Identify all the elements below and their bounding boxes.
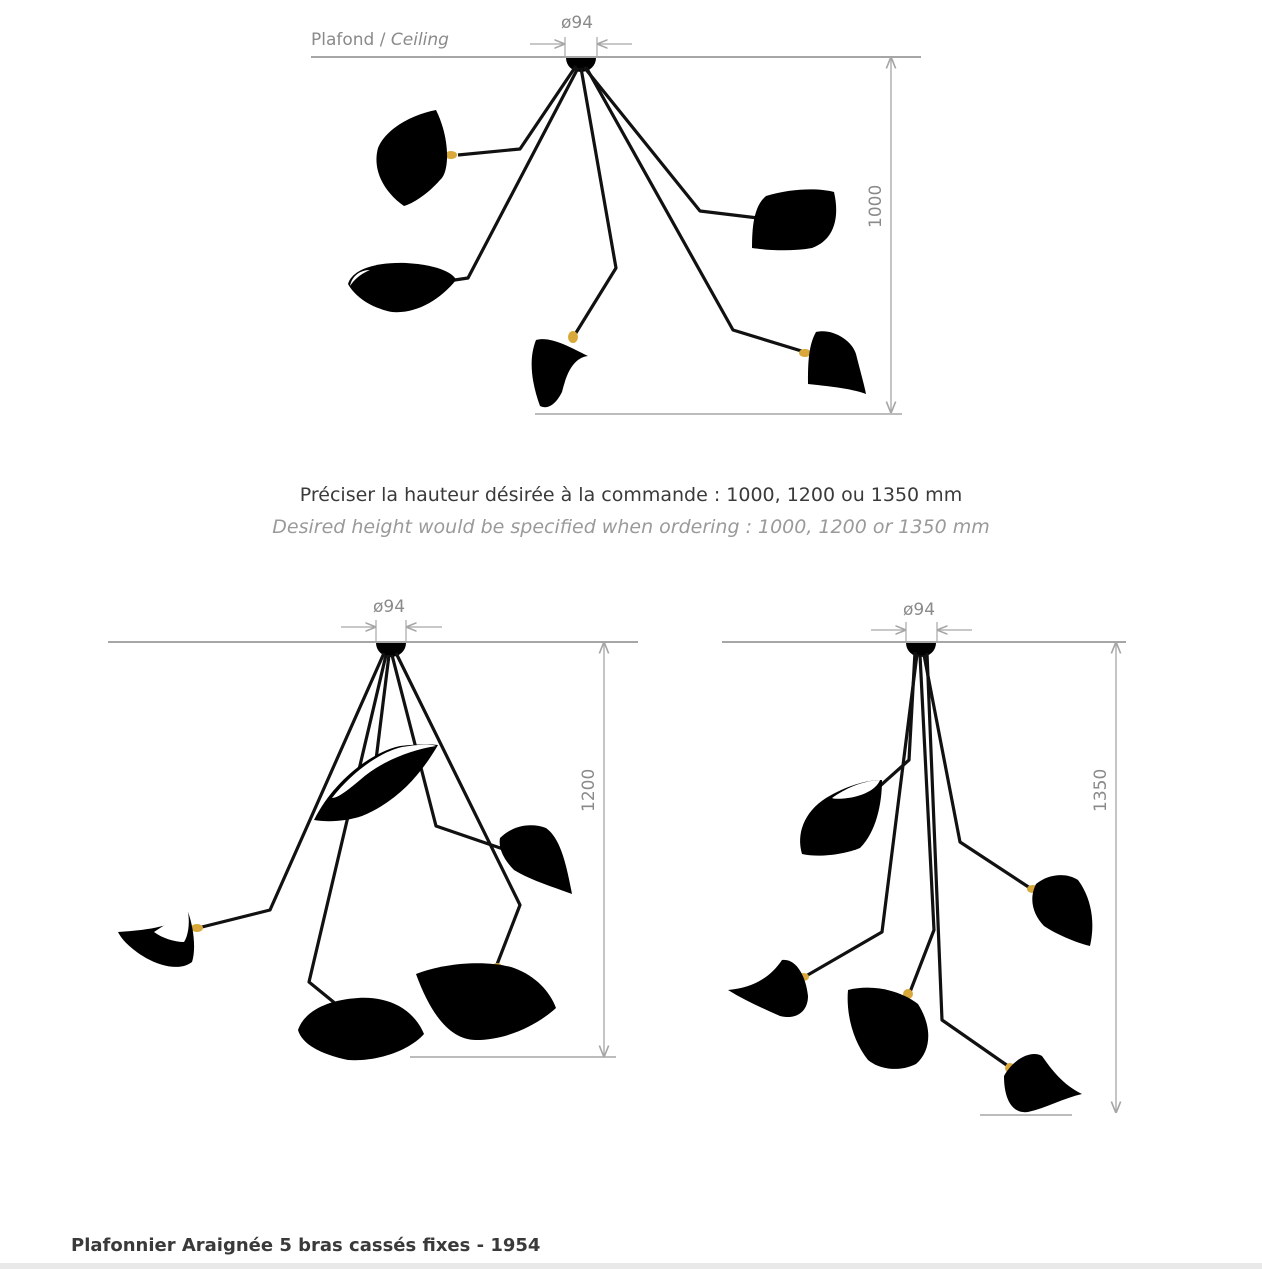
order-note-fr: Préciser la hauteur désirée à la commande : 1000, 1200 ou 1350 mm [299, 484, 963, 506]
diameter-dimension [530, 13, 632, 57]
figure-1000 [311, 13, 921, 414]
diameter-label: ø94 [903, 600, 936, 620]
arms [428, 66, 808, 353]
diameter-dimension [341, 597, 442, 642]
arms [806, 652, 1030, 1066]
product-caption: Plafonnier Araignée 5 bras cassés fixes - 1954 [71, 1235, 541, 1256]
diameter-label: ø94 [373, 597, 406, 617]
height-label: 1350 [1091, 768, 1111, 812]
diameter-dimension [871, 600, 972, 642]
shades [728, 780, 1092, 1112]
figure-1350 [722, 600, 1126, 1115]
canopy [906, 643, 936, 657]
canopy [376, 643, 406, 657]
order-note-en: Desired height would be specified when ordering : 1000, 1200 or 1350 mm [272, 516, 990, 538]
height-label: 1200 [579, 768, 599, 812]
diameter-label: ø94 [561, 13, 594, 33]
shades [348, 110, 866, 407]
figure-1200 [108, 597, 638, 1060]
shades [118, 744, 572, 1060]
arms [198, 653, 520, 1013]
ceiling-label: Plafond / Ceiling [311, 30, 449, 50]
height-label: 1000 [866, 184, 886, 228]
bottom-strip [0, 1263, 1262, 1269]
